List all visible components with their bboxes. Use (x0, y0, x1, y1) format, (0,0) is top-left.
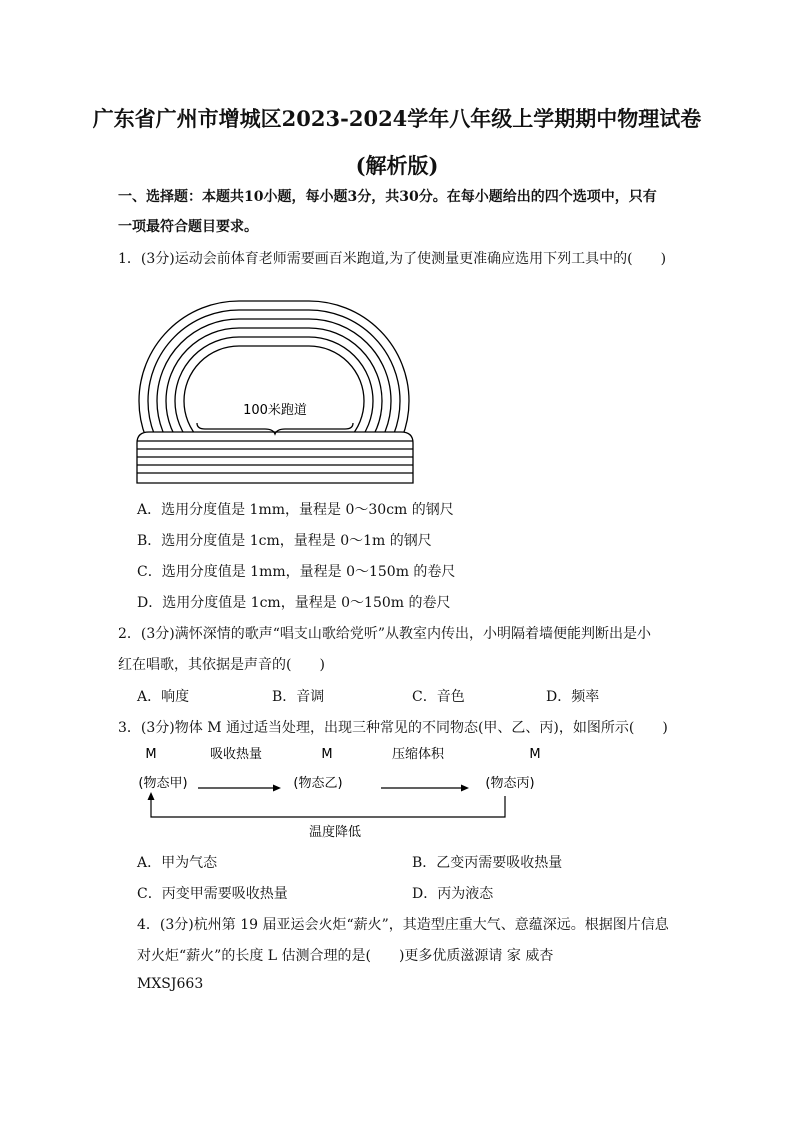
q2-option-d[interactable]: D．频率 (546, 689, 600, 705)
q3-option-a[interactable]: A．甲为气态 (137, 855, 218, 871)
q2-option-a[interactable]: A．响度 (137, 689, 190, 705)
q2-option-c[interactable]: C．音色 (412, 689, 465, 705)
section-heading: 一、选择题：本题共10小题，每小题3分，共30分。在每小题给出的四个选项中，只有 (118, 189, 657, 205)
q4-stem-code: MXSJ663 (137, 976, 204, 992)
state-diagram (135, 740, 565, 845)
process-temperature-drop: 温度降低 (308, 825, 362, 840)
q2-option-b[interactable]: B．音调 (272, 689, 325, 705)
q1-option-d[interactable]: D．选用分度值是 1cm，量程是 0～150m 的卷尺 (137, 595, 451, 611)
q1-stem: 1．(3分)运动会前体育老师需要画百米跑道,为了使测量更准确应选用下列工具中的( ) (118, 251, 667, 267)
q1-option-a[interactable]: A．选用分度值是 1mm，量程是 0～30cm 的钢尺 (137, 502, 454, 518)
m-label-3: M (529, 747, 541, 762)
process-absorb-heat: 吸收热量 (209, 747, 263, 762)
q3-option-b[interactable]: B．乙变丙需要吸收热量 (412, 855, 563, 871)
q1-option-b[interactable]: B．选用分度值是 1cm，量程是 0～1m 的钢尺 (137, 533, 432, 549)
q4-stem: 4．(3分)杭州第 19 届亚运会火炬“薪火”，其造型庄重大气、意蕴深远。根据图片信息 (137, 917, 669, 933)
q4-stem-cont: 对火炬“薪火”的长度 L 估测合理的是( )更多优质滋源请 家 威杏 (137, 948, 554, 964)
process-compress-volume: 压缩体积 (391, 747, 445, 762)
m-label-2: M (321, 747, 333, 762)
track-label: 100米跑道 (243, 403, 307, 418)
arrow-bing-to-jia (151, 796, 505, 817)
page-subtitle: (解析版) (355, 153, 439, 178)
q3-stem: 3．(3分)物体 M 通过适当处理，出现三种常见的不同物态(甲、乙、丙)，如图所示( ) (118, 720, 668, 736)
q3-option-d[interactable]: D．丙为液态 (412, 886, 494, 902)
state-yi: (物态乙) (293, 776, 343, 791)
q1-option-c[interactable]: C．选用分度值是 1mm，量程是 0～150m 的卷尺 (137, 564, 456, 580)
q3-option-c[interactable]: C．丙变甲需要吸收热量 (137, 886, 288, 902)
state-jia: (物态甲) (138, 776, 188, 791)
section-heading-cont: 一项最符合题目要求。 (118, 219, 258, 235)
q2-stem: 2．(3分)满怀深情的歌声“唱支山歌给党听”从教室内传出，小明隔着墙便能判断出是小 (118, 626, 652, 642)
track-figure (135, 297, 425, 487)
state-bing: (物态丙) (485, 776, 535, 791)
page-title: 广东省广州市增城区2023-2024学年八年级上学期期中物理试卷 (92, 106, 702, 131)
m-label-1: M (145, 747, 157, 762)
q2-stem-cont: 红在唱歌，其依据是声音的( ) (118, 657, 325, 673)
